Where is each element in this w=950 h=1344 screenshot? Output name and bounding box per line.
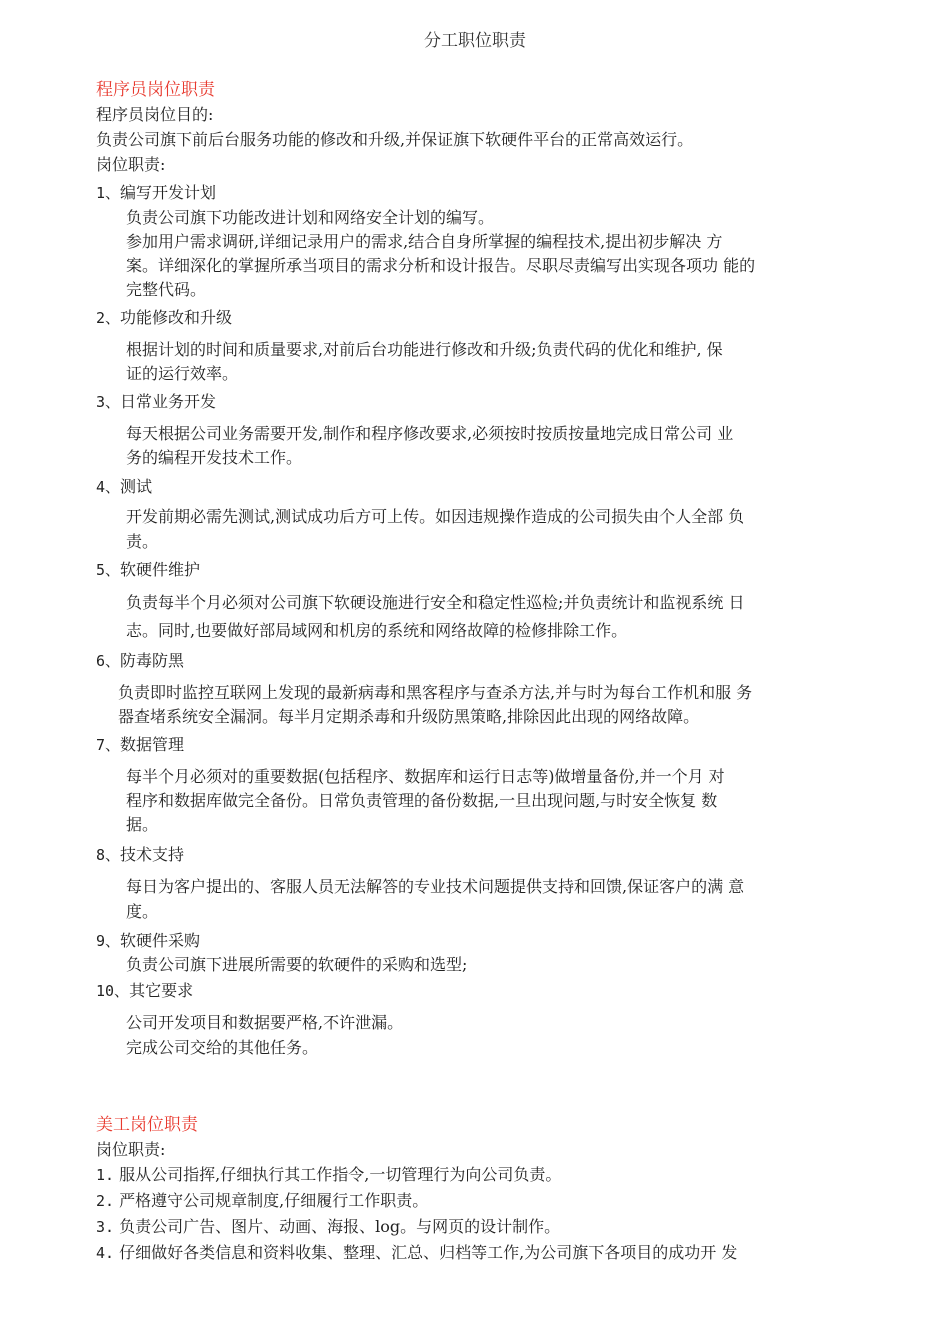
duty-item-line: 开发前期必需先测试,测试成功后方可上传。如因违规操作造成的公司损失由个人全部 负 xyxy=(126,507,745,526)
designer-duty-item xyxy=(96,1243,737,1263)
designer-duty-text: 仔细做好各类信息和资料收集、整理、汇总、归档等工作,为公司旗下各项目的成功开 发 xyxy=(119,1243,738,1262)
duty-item-title-text: 数据管理 xyxy=(120,735,185,754)
duty-item-title-text: 编写开发计划 xyxy=(120,183,217,202)
duty-item-number: 3、 xyxy=(96,393,121,411)
duty-item-title-text: 测试 xyxy=(120,477,153,496)
duty-item-title-text: 软硬件维护 xyxy=(120,560,201,579)
duty-item-title xyxy=(96,392,216,412)
duty-item-line: 证的运行效率。 xyxy=(126,364,239,383)
duties-label: 岗位职责: xyxy=(96,155,166,174)
duty-item-title-text: 技术支持 xyxy=(120,845,185,864)
duty-item-line: 度。 xyxy=(126,902,159,921)
designer-duty-number: 2. xyxy=(96,1192,115,1210)
duty-item-title xyxy=(96,931,200,951)
duty-item-number: 9、 xyxy=(96,932,121,950)
designer-duty-item xyxy=(96,1191,428,1211)
duty-item-title xyxy=(96,183,216,203)
designer-duty-text: 服从公司指挥,仔细执行其工作指令,一切管理行为向公司负责。 xyxy=(119,1165,562,1184)
section-heading-programmer: 程序员岗位职责 xyxy=(96,80,215,100)
purpose-label: 程序员岗位目的: xyxy=(96,105,214,124)
duty-item-number: 7、 xyxy=(96,736,121,754)
duty-item-line: 负责每半个月必须对公司旗下软硬设施进行安全和稳定性巡检;并负责统计和监视系统 日 xyxy=(126,593,745,612)
duty-item-line: 每天根据公司业务需要开发,制作和程序修改要求,必须按时按质按量地完成日常公司 业 xyxy=(126,424,734,443)
duty-item-line: 务的编程开发技术工作。 xyxy=(126,448,303,467)
duty-item-line: 完整代码。 xyxy=(126,280,207,299)
duty-item-title xyxy=(96,981,193,1001)
duties-label: 岗位职责: xyxy=(96,1140,166,1159)
duty-item-number: 2、 xyxy=(96,309,121,327)
duty-item-title xyxy=(96,845,184,865)
duty-item-line: 志。同时,也要做好部局域网和机房的系统和网络故障的检修排除工作。 xyxy=(126,621,628,640)
duty-item-number: 4、 xyxy=(96,478,121,496)
duty-item-title-text: 软硬件采购 xyxy=(120,931,201,950)
duty-item-title xyxy=(96,735,184,755)
designer-duty-number: 1. xyxy=(96,1166,115,1184)
duty-item-number: 10、 xyxy=(96,982,130,1000)
duty-item-title xyxy=(96,560,200,580)
duty-item-title-text: 功能修改和升级 xyxy=(120,308,233,327)
duty-item-title xyxy=(96,308,232,328)
document-title: 分工职位职责 xyxy=(424,31,526,51)
duty-item-line: 据。 xyxy=(126,815,159,834)
duty-item-line: 负责即时监控互联网上发现的最新病毒和黑客程序与查杀方法,并与时为每台工作机和服 务 xyxy=(118,683,753,702)
duty-item-line: 案。详细深化的掌握所承当项目的需求分析和设计报告。尽职尽责编写出实现各项功 能的 xyxy=(126,256,756,275)
duty-item-line: 完成公司交给的其他任务。 xyxy=(126,1038,319,1057)
duty-item-line: 负责公司旗下功能改进计划和网络安全计划的编写。 xyxy=(126,208,495,227)
duty-item-line: 公司开发项目和数据要严格,不许泄漏。 xyxy=(126,1013,404,1032)
duty-item-title xyxy=(96,651,184,671)
duty-item-title xyxy=(96,477,152,497)
duty-item-number: 8、 xyxy=(96,846,121,864)
duty-item-number: 5、 xyxy=(96,561,121,579)
duty-item-line: 每日为客户提出的、客服人员无法解答的专业技术问题提供支持和回馈,保证客户的满 意 xyxy=(126,877,745,896)
duty-item-line: 负责公司旗下进展所需要的软硬件的采购和选型; xyxy=(126,955,468,974)
duty-item-title-text: 日常业务开发 xyxy=(120,392,217,411)
duty-item-line: 责。 xyxy=(126,532,159,551)
designer-duty-text: 负责公司广告、图片、动画、海报、log。与网页的设计制作。 xyxy=(119,1217,561,1236)
designer-duty-number: 4. xyxy=(96,1244,115,1262)
designer-duty-item xyxy=(96,1217,560,1237)
duty-item-line: 程序和数据库做完全备份。日常负责管理的备份数据,一旦出现问题,与时安全恢复 数 xyxy=(126,791,718,810)
purpose-text: 负责公司旗下前后台服务功能的修改和升级,并保证旗下软硬件平台的正常高效运行。 xyxy=(96,130,694,149)
duty-item-title-text: 其它要求 xyxy=(129,981,194,1000)
duty-item-line: 器查堵系统安全漏洞。每半月定期杀毒和升级防黑策略,排除因此出现的网络故障。 xyxy=(118,707,700,726)
duty-item-number: 1、 xyxy=(96,184,121,202)
duty-item-number: 6、 xyxy=(96,652,121,670)
designer-duty-text: 严格遵守公司规章制度,仔细履行工作职责。 xyxy=(119,1191,429,1210)
duty-item-line: 参加用户需求调研,详细记录用户的需求,结合自身所掌握的编程技术,提出初步解决 方 xyxy=(126,232,723,251)
designer-duty-number: 3. xyxy=(96,1218,115,1236)
duty-item-line: 根据计划的时间和质量要求,对前后台功能进行修改和升级;负责代码的优化和维护, 保 xyxy=(126,340,723,359)
duty-item-line: 每半个月必须对的重要数据(包括程序、数据库和运行日志等)做增量备份,并一个月 对 xyxy=(126,767,725,786)
duty-item-title-text: 防毒防黑 xyxy=(120,651,185,670)
designer-duty-item xyxy=(96,1165,561,1185)
section-heading-designer: 美工岗位职责 xyxy=(96,1115,198,1135)
